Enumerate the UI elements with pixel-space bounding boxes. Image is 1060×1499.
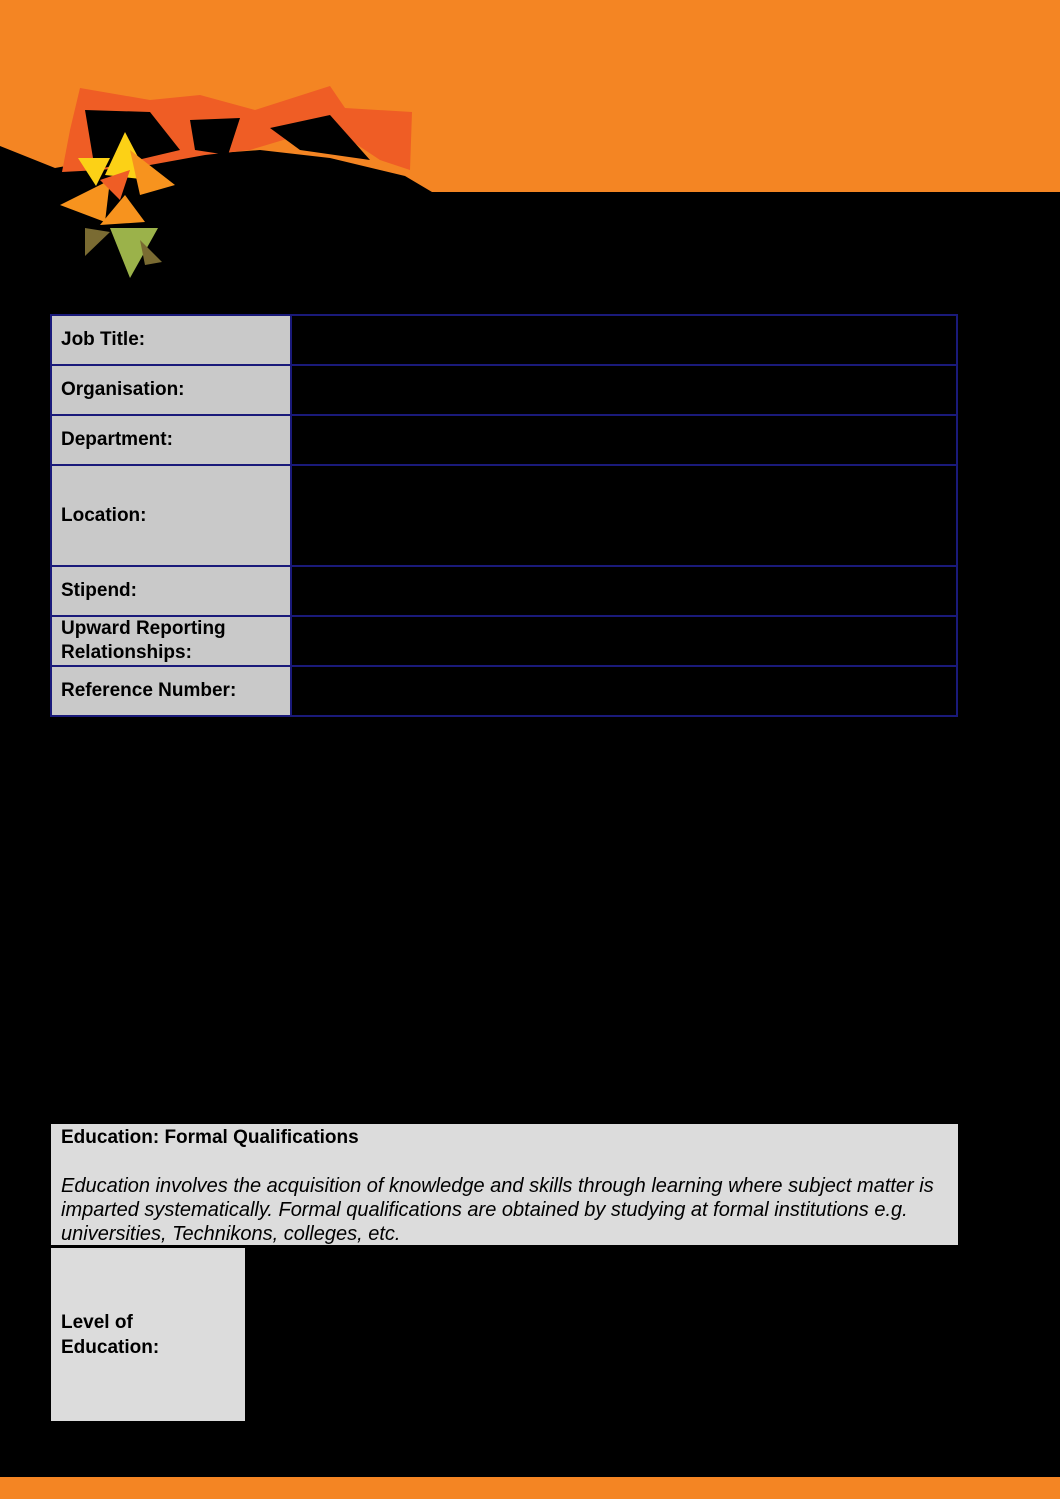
table-row bbox=[51, 566, 957, 616]
location-field[interactable] bbox=[291, 465, 957, 566]
education-description: Education involves the acquisition of knowledge and skills through learning where subject matter is imparted systematically. Formal qualifications are obtained by studying at formal institutions e.g. universities, Technikons, colleges, etc. bbox=[61, 1175, 934, 1245]
education-section-header bbox=[51, 1124, 958, 1245]
table-row bbox=[51, 465, 957, 566]
stipend-field[interactable] bbox=[291, 566, 957, 616]
department-label: Department: bbox=[51, 415, 291, 465]
organisation-label: Organisation: bbox=[51, 365, 291, 415]
reference-number-field[interactable] bbox=[291, 666, 957, 716]
upward-reporting-field[interactable] bbox=[291, 616, 957, 666]
job-title-label: Job Title: bbox=[51, 315, 291, 365]
upward-reporting-label: Upward Reporting Relationships: bbox=[51, 616, 291, 666]
job-info-table bbox=[50, 314, 958, 717]
level-of-education-cell bbox=[51, 1248, 245, 1421]
table-row bbox=[51, 415, 957, 465]
job-title-field[interactable] bbox=[291, 315, 957, 365]
location-label: Location: bbox=[51, 465, 291, 566]
department-field[interactable] bbox=[291, 415, 957, 465]
education-title: Education: Formal Qualifications bbox=[61, 1127, 359, 1148]
table-row bbox=[51, 365, 957, 415]
organisation-field[interactable] bbox=[291, 365, 957, 415]
header-banner bbox=[0, 0, 1060, 290]
stipend-label: Stipend: bbox=[51, 566, 291, 616]
table-row bbox=[51, 666, 957, 716]
reference-number-label: Reference Number: bbox=[51, 666, 291, 716]
footer-bar bbox=[0, 1477, 1060, 1499]
level-of-education-label: Level of Education: bbox=[61, 1311, 160, 1358]
table-row bbox=[51, 616, 957, 666]
table-row bbox=[51, 315, 957, 365]
